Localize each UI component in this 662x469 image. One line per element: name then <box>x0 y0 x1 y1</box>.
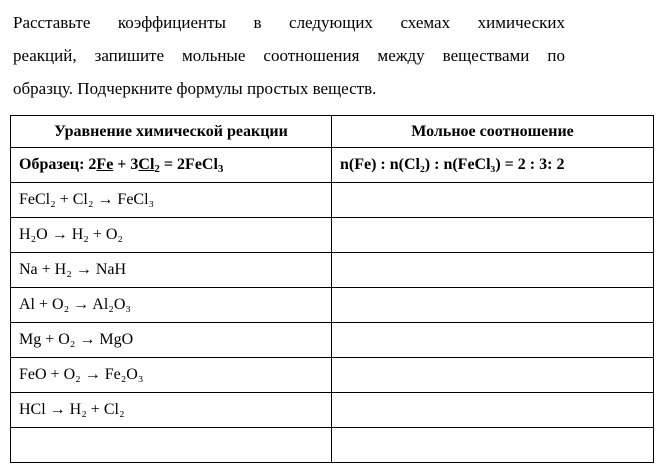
header-equation: Уравнение химической реакции <box>11 116 332 148</box>
equation-cell: H₂O → H₂ + O₂ <box>11 218 332 253</box>
ratio-answer-cell[interactable] <box>332 218 654 253</box>
ratio-answer-cell-empty[interactable] <box>332 428 654 463</box>
table-row <box>11 253 654 288</box>
table-row <box>11 183 654 218</box>
ratio-answer-cell[interactable] <box>332 253 654 288</box>
sample-row <box>11 148 654 183</box>
task-line-1: Расставьте коэффициенты в следующих схемах химических <box>13 13 565 32</box>
header-ratio: Мольное соотношение <box>332 116 654 148</box>
equation-cell: HCl → H₂ + Cl₂ <box>11 393 332 428</box>
equation-cell: Na + H₂ → NaH <box>11 253 332 288</box>
task-text <box>13 6 565 105</box>
table-row <box>11 218 654 253</box>
table-row <box>11 393 654 428</box>
table-row <box>11 288 654 323</box>
ratio-answer-cell[interactable] <box>332 323 654 358</box>
ratio-answer-cell[interactable] <box>332 393 654 428</box>
table-header-row <box>11 116 654 148</box>
equation-cell: Al + O₂ → Al₂O₃ <box>11 288 332 323</box>
sample-fe-underlined: Fe <box>96 156 114 173</box>
table-row <box>11 323 654 358</box>
table-row-empty <box>11 428 654 463</box>
ratio-answer-cell[interactable] <box>332 183 654 218</box>
sample-equation: Образец: $2Fe + 3Cl_2$ = 2FeCl$_3$ <box>11 148 332 183</box>
ratio-answer-cell[interactable] <box>332 288 654 323</box>
equation-cell: FeCl₂ + Cl₂ → FeCl₃ <box>11 183 332 218</box>
ratio-answer-cell[interactable] <box>332 358 654 393</box>
reactions-table <box>10 115 654 463</box>
sample-cl2-underlined: $Cl_2$ <box>138 156 160 175</box>
task-line-3: образцу. Подчеркните формулы простых веществ. <box>13 79 377 98</box>
task-line-2: реакций, запишите мольные соотношения между веществами по <box>13 46 565 65</box>
equation-cell: FeO + O₂ → Fe₂O₃ <box>11 358 332 393</box>
equation-cell-empty[interactable] <box>11 428 332 463</box>
sample-ratio: n(Fe) : n(Cl₂) : n(FeCl₃) = 2 : 3: 2 <box>332 148 654 183</box>
equation-cell: Mg + O₂ → MgO <box>11 323 332 358</box>
table-row <box>11 358 654 393</box>
